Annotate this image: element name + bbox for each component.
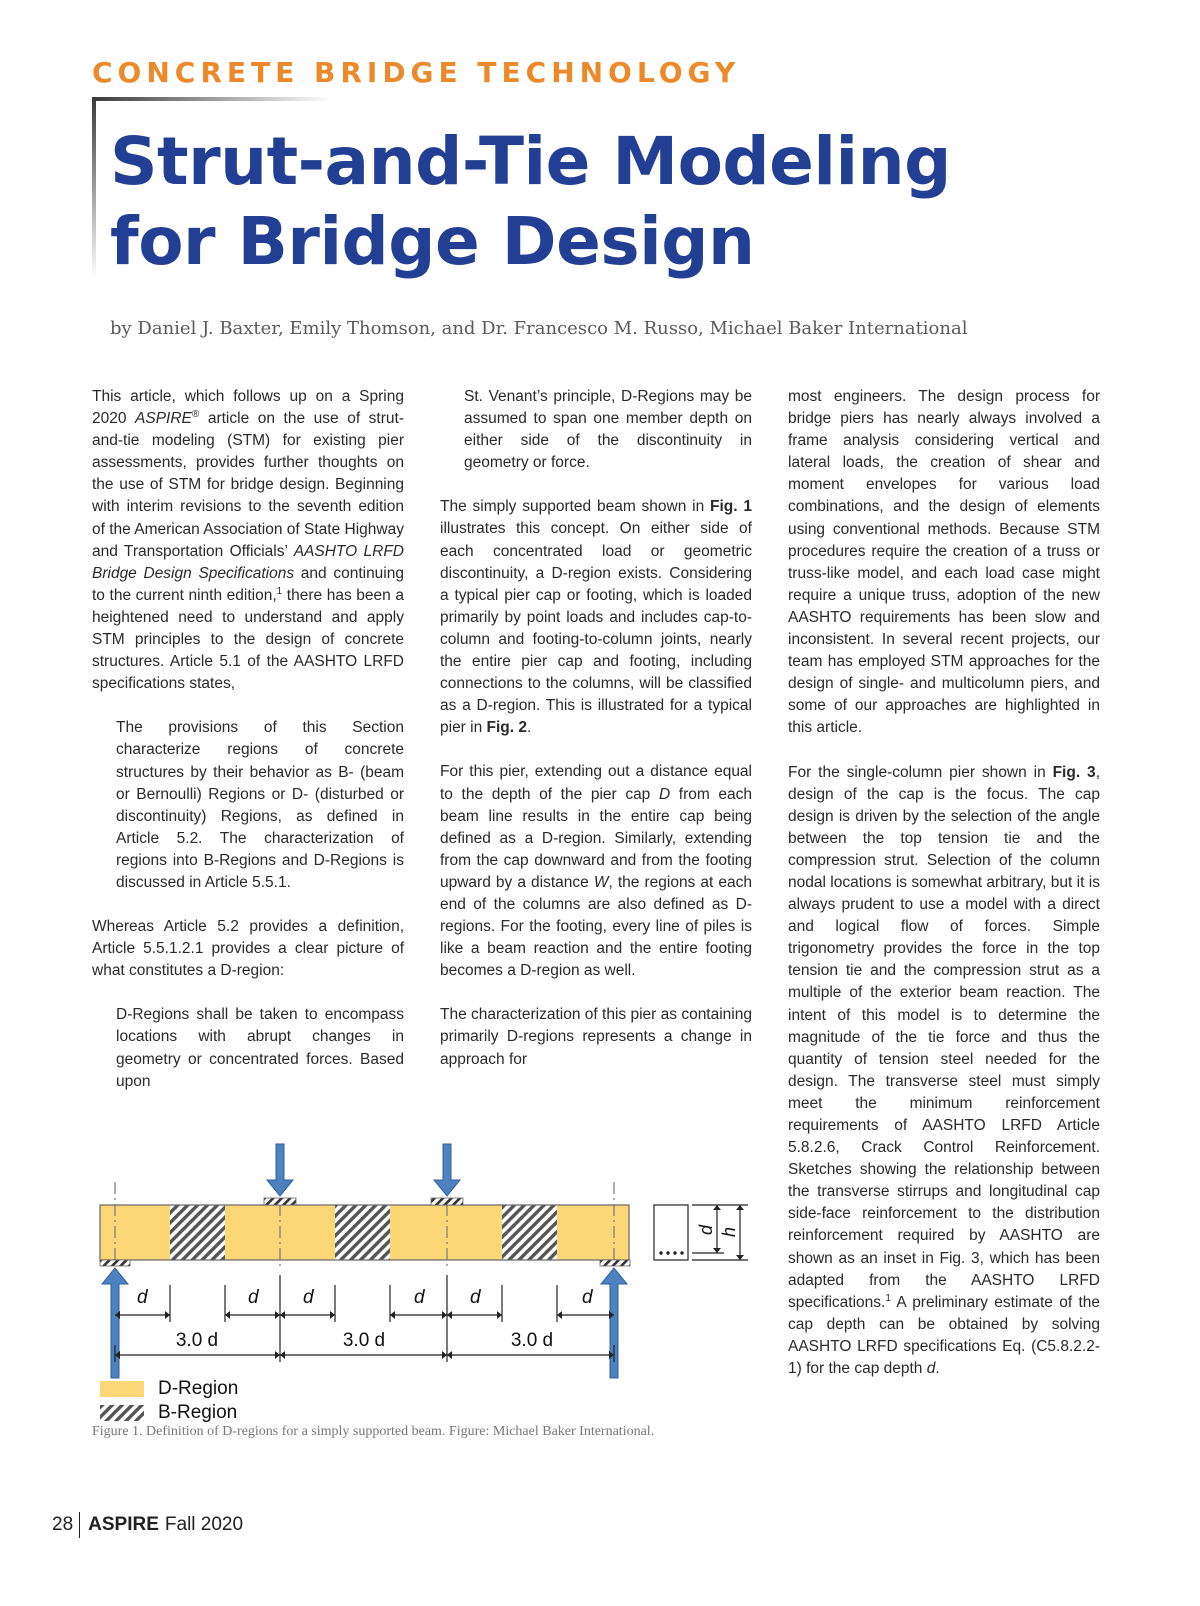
legend-label-b-region: B-Region: [158, 1402, 238, 1423]
paragraph: The characterization of this pier as containing primarily D-regions represents a change in approach for: [440, 1006, 752, 1068]
block-quote: The provisions of this Section characterize regions of concrete structures by their behavior as B- (beam or Bernoulli) Regions or D- (disturbed or discontinuity) Regions, as defined in Article 5.2. The characterization of regions into B-Regions and D-Regions is discussed in Article 5.5.1.: [116, 719, 404, 891]
block-quote: D-Regions shall be taken to encompass locations with abrupt changes in geometry or concentrated forces. Based upon: [116, 1006, 404, 1090]
section-label: CONCRETE BRIDGE TECHNOLOGY: [92, 56, 741, 89]
beam-diagram: [92, 1140, 754, 1380]
block-quote: St. Venant’s principle, D-Regions may be assumed to span one member depth on either side of the discontinuity in geometry or force.: [464, 388, 752, 472]
legend-label-d-region: D-Region: [158, 1378, 239, 1399]
paragraph: This article, which follows up on a Spring 2020 ASPIRE® article on the use of strut-and-tie modeling (STM) for existing pier assessments, provides further thoughts on the use of STM for bridge design. Beginning with interim revisions to the seventh edition of the American Association of State Highway and Transportation Officials’ AASHTO LRFD Bridge Design Specifications and continuing to the current ninth edition,$^1$ there has been a heightened need to understand and apply STM principles to the design of concrete structures. Article 5.1 of the AASHTO LRFD specifications states,: [92, 388, 404, 693]
figure-1-beam-diagram: [92, 1140, 754, 1440]
legend-b-region: [100, 1402, 237, 1424]
title-rule-top: [92, 97, 332, 101]
inset-label-d: d: [696, 1224, 716, 1235]
span-label: 3.0 d: [510, 1330, 554, 1351]
dim-label-d: d: [414, 1287, 425, 1308]
b-region-swatch: [100, 1405, 144, 1421]
dim-label-d: d: [303, 1287, 314, 1308]
headline-line-2: for Bridge Design: [110, 203, 755, 280]
headline-line-1: Strut-and-Tie Modeling: [110, 123, 951, 200]
paragraph: The simply supported beam shown in Fig. 1 illustrates this concept. On either side of each concentrated load or geometric discontinuity, a D-region exists. Considering a typical pier cap or footing, which is loaded primarily by point loads and includes cap-to-column and footing-to-column joints, nearly the entire pier cap and footing, including connections to the columns, will be classified as a D-region. This is illustrated for a typical pier in Fig. 2.: [440, 498, 752, 737]
text-column-3: [788, 386, 1100, 1380]
paragraph: most engineers. The design process for bridge piers has nearly always involved a frame analysis considering vertical and lateral loads, the creation of shear and moment envelopes for various load combinations, and the design of elements using conventional methods. Because STM procedures require the creation of a truss or truss-like model, and each load case might require a unique truss, adoption of the new AASHTO requirements has been slow and inconsistent. In several recent projects, our team has employed STM approaches for the design of single- and multicolumn piers, and some of our approaches are highlighted in this article.: [788, 388, 1100, 737]
d-region-block: [100, 1205, 170, 1260]
paragraph: For the single-column pier shown in Fig. 3, design of the cap is the focus. The cap design is driven by the selection of the angle between the top tension tie and the compression strut. Selection of the column nodal locations is somewhat arbitrary, but it is always prudent to use a model with a direct and logical flow of forces. Simple trigonometry provides the force in the top tension tie and the compression strut as a multiple of the exterior beam reaction. The intent of this model is to determine the magnitude of the tie force and thus the quantity of tension steel needed for the design. The transverse steel must simply meet the minimum reinforcement requirements of AASHTO LRFD Article 5.8.2.6, Crack Control Reinforcement. Sketches showing the relationship between the transverse stirrups and longitudinal cap side-face reinforcement to the distribution reinforcement required by AASHTO are shown as an inset in Fig. 3, which has been adapted from the AASHTO LRFD specifications.$^1$ A preliminary estimate of the cap depth can be obtained by solving AASHTO LRFD specifications Eq. (C5.8.2.2-1) for the cap depth d.: [788, 763, 1100, 1378]
byline: by Daniel J. Baxter, Emily Thomson, and Dr. Francesco M. Russo, Michael Baker International: [110, 318, 968, 339]
magazine-name: ASPIRE: [88, 1514, 159, 1535]
reaction-arrows: [102, 1268, 627, 1378]
d-region-swatch: [100, 1381, 144, 1397]
figure-caption: Figure 1. Definition of D-regions for a simply supported beam. Figure: Michael Baker International.: [92, 1424, 655, 1439]
paragraph: Whereas Article 5.2 provides a definition, Article 5.5.1.2.1 provides a clear picture of what constitutes a D-region:: [92, 918, 404, 980]
load-arrows: [267, 1144, 460, 1196]
dim-label-d: d: [582, 1287, 593, 1308]
paragraph: For this pier, extending out a distance equal to the depth of the pier cap D from each beam line results in the entire cap being defined as a D-region. Similarly, extending from the cap downward and from the footing upward by a distance W, the regions at each end of the columns are also defined as D-regions. For the footing, every line of piles is like a beam reaction and the entire footing becomes a D-region as well.: [440, 763, 752, 980]
page-footer: [52, 1512, 243, 1538]
dim-label-d: d: [470, 1287, 481, 1308]
d-region-block: [390, 1205, 502, 1260]
span-label: 3.0 d: [175, 1330, 219, 1351]
inset-label-h: h: [719, 1226, 739, 1237]
article-headline: [110, 122, 951, 282]
dim-label-d: d: [248, 1287, 259, 1308]
legend-d-region: [100, 1378, 238, 1400]
d-region-block: [557, 1205, 629, 1260]
b-region-block: [335, 1205, 390, 1260]
issue-label: Fall 2020: [164, 1514, 244, 1535]
footer-divider: [79, 1512, 80, 1538]
b-region-block: [170, 1205, 225, 1260]
text-column-1: [92, 386, 404, 1093]
span-label: 3.0 d: [342, 1330, 386, 1351]
dim-label-d: d: [137, 1287, 148, 1308]
text-column-2: [440, 386, 752, 1071]
b-region-block: [502, 1205, 557, 1260]
title-rule-left: [92, 97, 96, 279]
page-number: 28: [52, 1514, 74, 1535]
